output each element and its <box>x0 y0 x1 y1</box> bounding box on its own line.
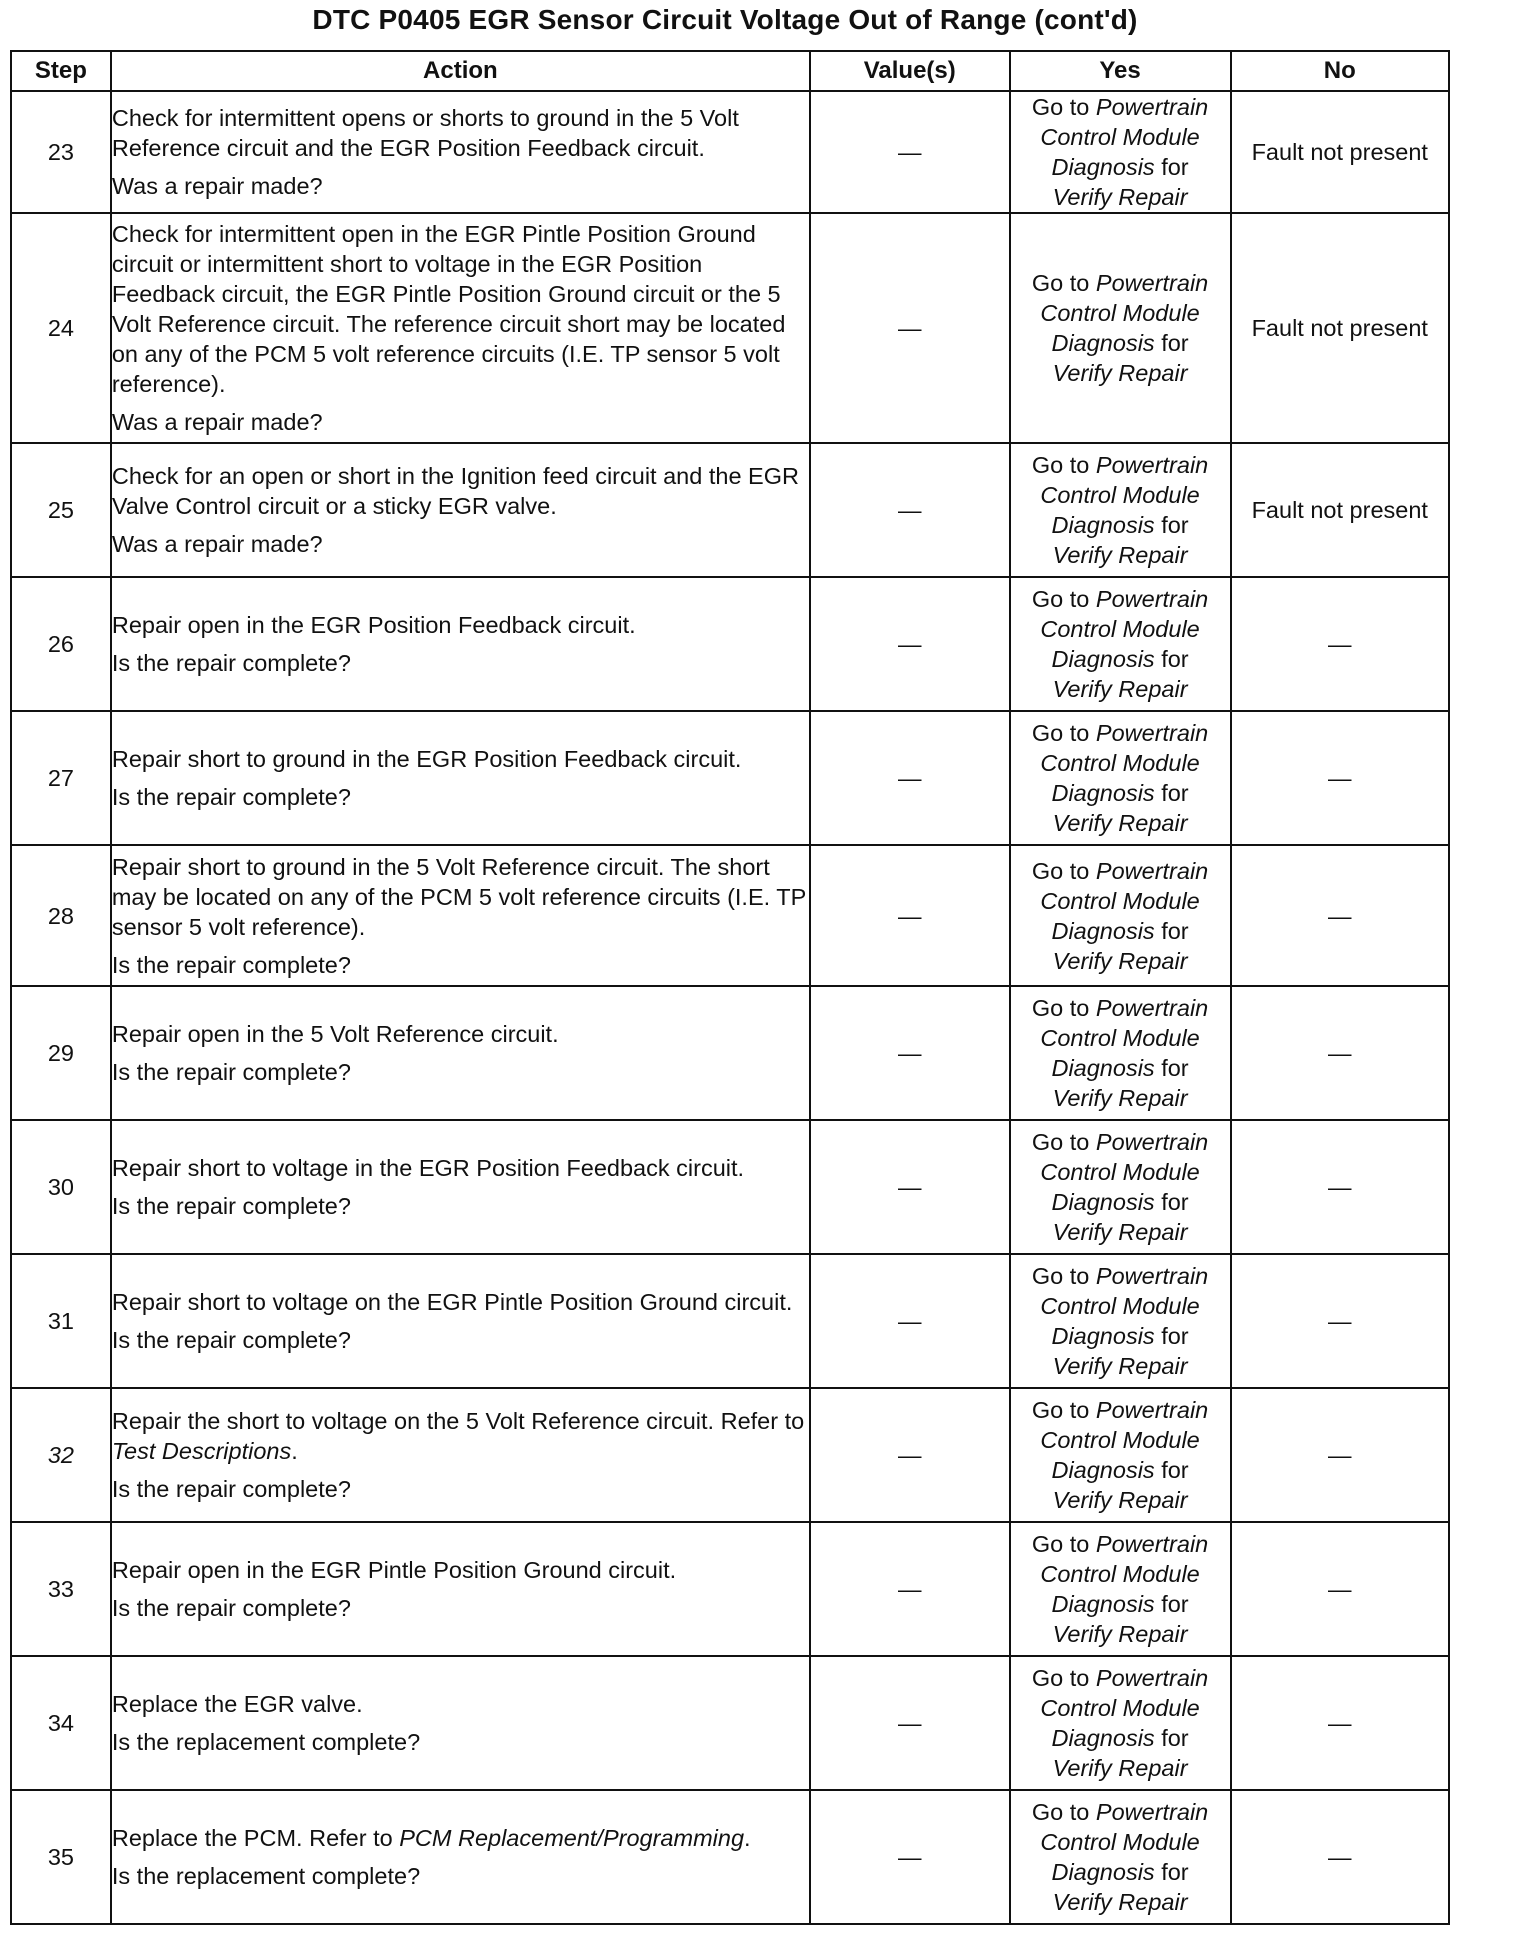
no-cell: — <box>1231 986 1449 1120</box>
action-reference: Refer to PCM Replacement/Programming. <box>309 1825 751 1851</box>
no-cell: — <box>1231 711 1449 845</box>
value-cell: — <box>810 213 1010 443</box>
column-header-yes: Yes <box>1010 51 1231 91</box>
action-text: Repair open in the EGR Position Feedback circuit. <box>111 612 636 638</box>
no-cell: Fault not present <box>1231 213 1449 443</box>
step-number: 26 <box>11 577 111 711</box>
step-number: 34 <box>11 1656 111 1790</box>
action-text: Repair the short to voltage on the 5 Volt Reference circuit. <box>111 1408 715 1434</box>
value-cell: — <box>810 443 1010 577</box>
yes-cell: Go to Powertrain Control Module Diagnosis for Verify Repair <box>1010 845 1231 986</box>
action-question: Is the repair complete? <box>111 1193 351 1219</box>
action-cell <box>111 91 810 213</box>
yes-cell: Go to Powertrain Control Module Diagnosis for Verify Repair <box>1010 213 1231 443</box>
step-number: 30 <box>11 1120 111 1254</box>
yes-cell: Go to Powertrain Control Module Diagnosis for Verify Repair <box>1010 986 1231 1120</box>
no-cell: — <box>1231 577 1449 711</box>
table-row <box>11 986 1449 1120</box>
column-header-action: Action <box>111 51 810 91</box>
value-cell: — <box>810 986 1010 1120</box>
value-cell: — <box>810 1388 1010 1522</box>
value-cell: — <box>810 1522 1010 1656</box>
action-cell <box>111 1254 810 1388</box>
yes-cell: Go to Powertrain Control Module Diagnosis for Verify Repair <box>1010 711 1231 845</box>
yes-cell: Go to Powertrain Control Module Diagnosis for Verify Repair <box>1010 1254 1231 1388</box>
no-cell: — <box>1231 1522 1449 1656</box>
action-question: Was a repair made? <box>111 531 323 557</box>
no-cell: Fault not present <box>1231 91 1449 213</box>
action-text: Check for intermittent open in the EGR Pintle Position Ground circuit or intermittent short to voltage in the EGR Position Feedback circuit, the EGR Pintle Position Ground circuit or the 5 Volt Reference circuit. The reference circuit short may be located on any of the PCM 5 volt reference circuits (I.E. TP sensor 5 volt reference). <box>111 221 786 397</box>
step-number: 35 <box>11 1790 111 1924</box>
no-cell: Fault not present <box>1231 443 1449 577</box>
action-text: Repair open in the EGR Pintle Position Ground circuit. <box>111 1557 677 1583</box>
yes-cell: Go to Powertrain Control Module Diagnosis for Verify Repair <box>1010 1522 1231 1656</box>
action-question: Was a repair made? <box>111 173 323 199</box>
action-cell <box>111 577 810 711</box>
no-cell: — <box>1231 1388 1449 1522</box>
table-row <box>11 1120 1449 1254</box>
yes-cell: Go to Powertrain Control Module Diagnosis for Verify Repair <box>1010 443 1231 577</box>
step-number: 31 <box>11 1254 111 1388</box>
table-header-row <box>11 51 1449 91</box>
action-cell <box>111 986 810 1120</box>
value-cell: — <box>810 1254 1010 1388</box>
value-cell: — <box>810 91 1010 213</box>
no-cell: — <box>1231 1790 1449 1924</box>
value-cell: — <box>810 1790 1010 1924</box>
no-cell: — <box>1231 1254 1449 1388</box>
action-cell <box>111 845 810 986</box>
step-number: 25 <box>11 443 111 577</box>
table-row <box>11 577 1449 711</box>
action-question: Is the repair complete? <box>111 650 351 676</box>
action-cell <box>111 1388 810 1522</box>
yes-cell: Go to Powertrain Control Module Diagnosis for Verify Repair <box>1010 1790 1231 1924</box>
step-number: 29 <box>11 986 111 1120</box>
action-question: Is the repair complete? <box>111 951 351 978</box>
step-number: 28 <box>11 845 111 986</box>
action-cell <box>111 1790 810 1924</box>
action-cell <box>111 1522 810 1656</box>
action-text: Replace the EGR valve. <box>111 1691 363 1717</box>
action-text: Check for intermittent opens or shorts to ground in the 5 Volt Reference circuit and the EGR Position Feedback circuit. <box>111 105 739 161</box>
diagnostic-table <box>10 50 1450 1925</box>
yes-cell: Go to Powertrain Control Module Diagnosis for Verify Repair <box>1010 577 1231 711</box>
action-text: Repair short to voltage on the EGR Pintle Position Ground circuit. <box>111 1289 793 1315</box>
table-row <box>11 1790 1449 1924</box>
action-text: Check for an open or short in the Ignition feed circuit and the EGR Valve Control circuit or a sticky EGR valve. <box>111 463 799 519</box>
action-text: Repair short to voltage in the EGR Position Feedback circuit. <box>111 1155 745 1181</box>
yes-cell: Go to Powertrain Control Module Diagnosis for Verify Repair <box>1010 1656 1231 1790</box>
table-row <box>11 213 1449 443</box>
action-cell <box>111 711 810 845</box>
column-header-values: Value(s) <box>810 51 1010 91</box>
yes-cell: Go to Powertrain Control Module Diagnosis for Verify Repair <box>1010 91 1231 213</box>
column-header-step: Step <box>11 51 111 91</box>
step-number: 27 <box>11 711 111 845</box>
action-reference: Refer to Test Descriptions. <box>111 1408 805 1464</box>
action-question: Is the repair complete? <box>111 1476 351 1502</box>
step-number: 32 <box>11 1388 111 1522</box>
column-header-no: No <box>1231 51 1449 91</box>
action-question: Is the repair complete? <box>111 1059 351 1085</box>
action-text: Repair short to ground in the 5 Volt Reference circuit. The short may be located on any of the PCM 5 volt reference circuits (I.E. TP sensor 5 volt reference). <box>111 853 806 940</box>
table-row <box>11 1254 1449 1388</box>
action-cell <box>111 213 810 443</box>
action-text: Repair open in the 5 Volt Reference circuit. <box>111 1021 559 1047</box>
step-number: 33 <box>11 1522 111 1656</box>
table-row <box>11 1388 1449 1522</box>
action-question: Was a repair made? <box>111 409 323 435</box>
value-cell: — <box>810 1120 1010 1254</box>
action-cell <box>111 1120 810 1254</box>
yes-cell: Go to Powertrain Control Module Diagnosis for Verify Repair <box>1010 1120 1231 1254</box>
table-row <box>11 443 1449 577</box>
action-question: Is the repair complete? <box>111 784 351 810</box>
no-cell: — <box>1231 1656 1449 1790</box>
action-cell <box>111 1656 810 1790</box>
yes-cell: Go to Powertrain Control Module Diagnosis for Verify Repair <box>1010 1388 1231 1522</box>
action-question: Is the replacement complete? <box>111 1863 421 1889</box>
table-row <box>11 1522 1449 1656</box>
action-cell <box>111 443 810 577</box>
table-row <box>11 1656 1449 1790</box>
action-question: Is the repair complete? <box>111 1595 351 1621</box>
action-question: Is the repair complete? <box>111 1327 351 1353</box>
no-cell: — <box>1231 845 1449 986</box>
table-row <box>11 91 1449 213</box>
value-cell: — <box>810 711 1010 845</box>
value-cell: — <box>810 1656 1010 1790</box>
page-title: DTC P0405 EGR Sensor Circuit Voltage Out of Range (cont'd) <box>312 4 1138 35</box>
action-text: Repair short to ground in the EGR Position Feedback circuit. <box>111 746 742 772</box>
action-question: Is the replacement complete? <box>111 1729 421 1755</box>
step-number: 24 <box>11 213 111 443</box>
value-cell: — <box>810 845 1010 986</box>
no-cell: — <box>1231 1120 1449 1254</box>
action-text: Replace the PCM. <box>111 1825 303 1851</box>
step-number: 23 <box>11 91 111 213</box>
table-row <box>11 711 1449 845</box>
value-cell: — <box>810 577 1010 711</box>
table-row <box>11 845 1449 986</box>
